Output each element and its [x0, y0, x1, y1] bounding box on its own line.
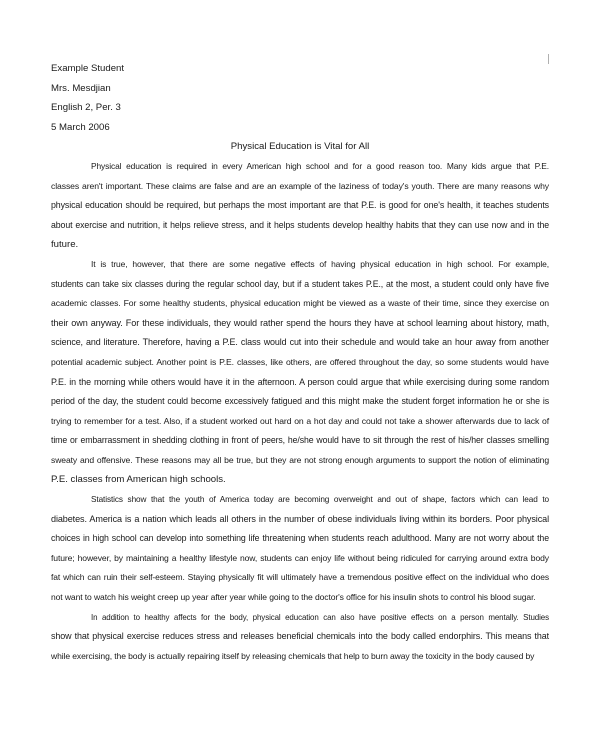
- paragraph-line: Statistics show that the youth of America today are becoming overweight and out of shape, factors which can lead to: [91, 495, 549, 505]
- paragraph-line: about exercise and nutrition, it helps relieve stress, and it helps students develop healthy habits that they can use now and in the: [51, 219, 549, 230]
- paragraph-line: academic classes. For some healthy students, physical education might be viewed as a waste of their time, since they exercise on: [51, 298, 549, 309]
- paragraph-line: classes aren't important. These claims are false and are an example of the laziness of today's youth. There are many reasons why: [51, 180, 549, 191]
- paragraph-line: In addition to healthy affects for the body, physical education can also have positive effects on a person mentally. Studies: [91, 612, 549, 622]
- paragraph-line: trying to remember for a test. Also, if a student worked out hard on a hot day and could not take a shower afterwards due to lack of: [51, 415, 549, 426]
- essay-title: Physical Education is Vital for All: [230, 141, 370, 153]
- student-name: Example Student: [51, 63, 125, 74]
- essay-paragraph: [51, 608, 549, 667]
- paragraph-line: period of the day, the student could become excessively fatigued and this might make the student forget information he or she is: [51, 396, 549, 407]
- paragraph-line: their own anyway. For these individuals, they would rather spend the hours they have at school learning about history, math,: [51, 317, 549, 328]
- essay-paragraph: [51, 255, 549, 490]
- paragraph-line: physical education should be required, but perhaps the most important are that P.E. is good for one's health, it teaches students: [51, 200, 549, 211]
- document-body: [51, 59, 549, 666]
- essay-paragraphs: [51, 157, 549, 666]
- class-period: English 2, Per. 3: [51, 102, 121, 114]
- paragraph-line: P.E. classes from American high schools.: [51, 474, 226, 486]
- paragraph-line: not want to watch his weight creep up year after year while going to the doctor's office for his insulin shots to control his blood sugar.: [51, 592, 536, 603]
- paragraph-line: sweaty and offensive. These reasons may all be true, but they are not strong enough arguments to support the notion of eliminating: [51, 454, 549, 465]
- essay-paragraph: [51, 490, 549, 608]
- paragraph-line: time or embarrassment in shedding clothing in front of peers, he/she would have to sit through the rest of his/her classes smelling: [51, 435, 549, 446]
- paragraph-line: P.E. in the morning while others would have it in the afternoon. A person could argue that while exercising during some random: [51, 376, 549, 387]
- paragraph-line: future; however, by maintaining a healthy lifestyle now, students can enjoy life without being ridiculed for carrying around extra body: [51, 552, 549, 563]
- paragraph-line: science, and literature. Therefore, having a P.E. class would cut into their schedule and would take an hour away from another: [51, 337, 549, 348]
- paragraph-line: future.: [51, 239, 79, 251]
- paragraph-line: fat which can ruin their self-esteem. Staying physically fit will ultimately have a tremendous positive effect on the individual who does: [51, 572, 549, 583]
- essay-date: 5 March 2006: [51, 121, 110, 133]
- teacher-name: Mrs. Mesdjian: [51, 82, 111, 94]
- paragraph-line: students can take six classes during the regular school day, but if a student takes P.E., at the most, a student could only have five: [51, 278, 549, 289]
- paragraph-line: diabetes. America is a nation which leads all others in the number of obese individuals living within its borders. Poor physical: [51, 513, 549, 524]
- paragraph-line: It is true, however, that there are some negative effects of having physical education in high school. For example,: [91, 258, 549, 269]
- paragraph-line: choices in high school can develop into something life threatening when students reach adulthood. Many are not worry about the: [51, 533, 549, 544]
- paragraph-line: Physical education is required in every American high school and for a good reason too. Many kids argue that P.E.: [91, 160, 549, 171]
- paragraph-line: potential academic subject. Another point is P.E. classes, like others, are offered throughout the day, so some students would have: [51, 356, 549, 367]
- paragraph-line: while exercising, the body is actually repairing itself by releasing chemicals that help to burn away the toxicity in the body caused by: [51, 650, 535, 661]
- paragraph-line: show that physical exercise reduces stress and releases beneficial chemicals into the body called endorphirs. This means that: [51, 631, 549, 642]
- essay-paragraph: [51, 157, 549, 255]
